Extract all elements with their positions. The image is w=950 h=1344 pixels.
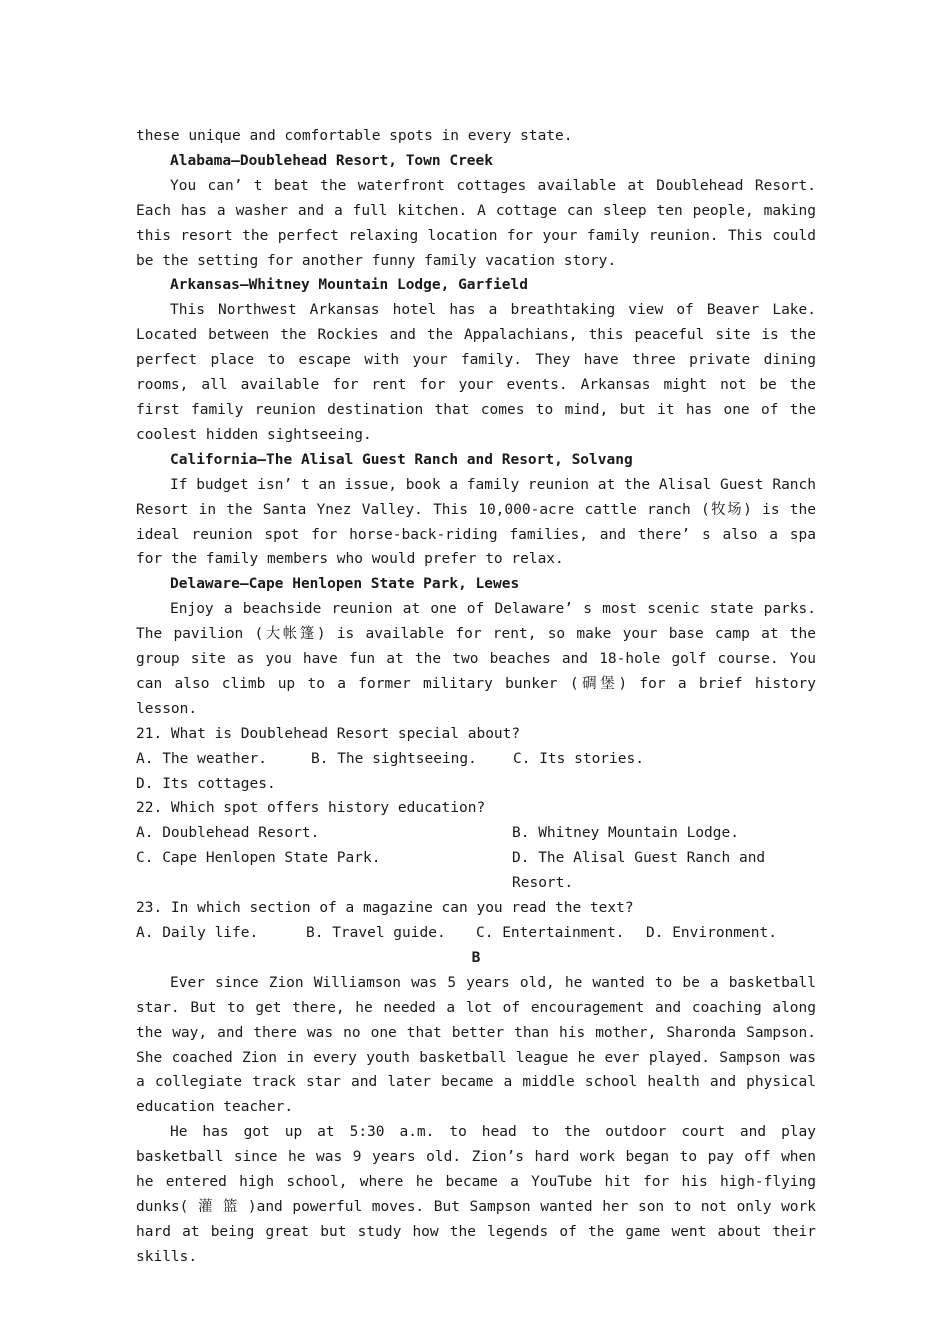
spot-heading-arkansas: Arkansas—Whitney Mountain Lodge, Garfield [170, 277, 528, 294]
question-23-option-c: C. Entertainment. [476, 925, 625, 941]
question-22-option-c: C. Cape Henlopen State Park. [136, 850, 381, 867]
spot-heading-delaware: Delaware—Cape Henlopen State Park, Lewes [170, 576, 520, 593]
question-21-option-d: D. Its cottages. [136, 775, 276, 792]
question-21-option-c: C. Its stories. [513, 750, 644, 767]
question-21-option-a: A. The weather. [136, 750, 267, 767]
spot-body-california: If budget isn’ t an issue, book a family reunion at the Alisal Guest Ranch Resort in the Santa Ynez Valley. This 10,000-acre cattle ranch (牧场) is the ideal reunion spot for horse-back-riding families, and there’ s also a spa for the family members who would prefer to relax. [136, 476, 817, 568]
question-23-option-d: D. Environment. [646, 925, 777, 941]
intro-tail: these unique and comfortable spots in every state. [136, 128, 573, 144]
question-23-options [136, 921, 816, 946]
question-23-option-b: B. Travel guide. [306, 925, 446, 941]
question-22-stem: 22. Which spot offers history education? [136, 800, 486, 817]
spot-heading-alabama: Alabama—Doublehead Resort, Town Creek [170, 152, 494, 169]
question-21-option-b: B. The sightseeing. [311, 750, 477, 767]
section-b-heading: B [471, 949, 481, 966]
document-page [136, 124, 816, 1270]
question-22-options [136, 821, 816, 896]
question-23-stem: 23. In which section of a magazine can you read the text? [136, 900, 634, 917]
question-21-options [136, 747, 816, 797]
section-b-paragraph-1: Ever since Zion Williamson was 5 years old, he wanted to be a basketball star. But to get there, he needed a lot of encouragement and coaching along the way, and there was no one that better than his mother, Sharonda Sampson. She coached Zion in every youth basketball league he ever played. Sampson was a collegiate track star and later became a middle school health and physical education teacher. [136, 974, 816, 1116]
spot-body-arkansas: This Northwest Arkansas hotel has a breathtaking view of Beaver Lake. Located between the Rockies and the Appalachians, this peaceful site is the perfect place to escape with your family. They have three private dining rooms, all available for rent for your events. Arkansas might not be the first family reunion destination that comes to mind, but it has one of the coolest hidden sightseeing. [136, 302, 816, 443]
question-21-stem: 21. What is Doublehead Resort special about? [136, 725, 521, 742]
spot-heading-california: California—The Alisal Guest Ranch and Resort, Solvang [170, 451, 633, 468]
spot-body-delaware: Enjoy a beachside reunion at one of Delaware’ s most scenic state parks. The pavilion (大帐篷) is available for rent, so make your base camp at the group site as you have fun at the two beaches and 18-hole golf course. You can also climb up to a former military bunker (碉堡) for a brief history lesson. [136, 601, 816, 717]
spot-body-alabama: You can’ t beat the waterfront cottages available at Doublehead Resort. Each has a washer and a full kitchen. A cottage can sleep ten people, making this resort the perfect relaxing location for your family reunion. This could be the setting for another funny family vacation story. [136, 177, 816, 269]
question-22-option-b: B. Whitney Mountain Lodge. [512, 825, 739, 842]
question-22-option-a: A. Doublehead Resort. [136, 825, 320, 842]
question-22-option-d: D. The Alisal Guest Ranch and Resort. [512, 850, 766, 892]
question-23-option-a: A. Daily life. [136, 925, 259, 941]
section-b-paragraph-2: He has got up at 5:30 a.m. to head to the outdoor court and play basketball since he was 9 years old. Zion’s hard work began to pay off when he entered high school, where he became a YouTube hit for his high-flying dunks( 灌 篮 )and powerful moves. But Sampson wanted her son to not only work hard at being great but study how the legends of the game went about their skills. [136, 1124, 816, 1265]
